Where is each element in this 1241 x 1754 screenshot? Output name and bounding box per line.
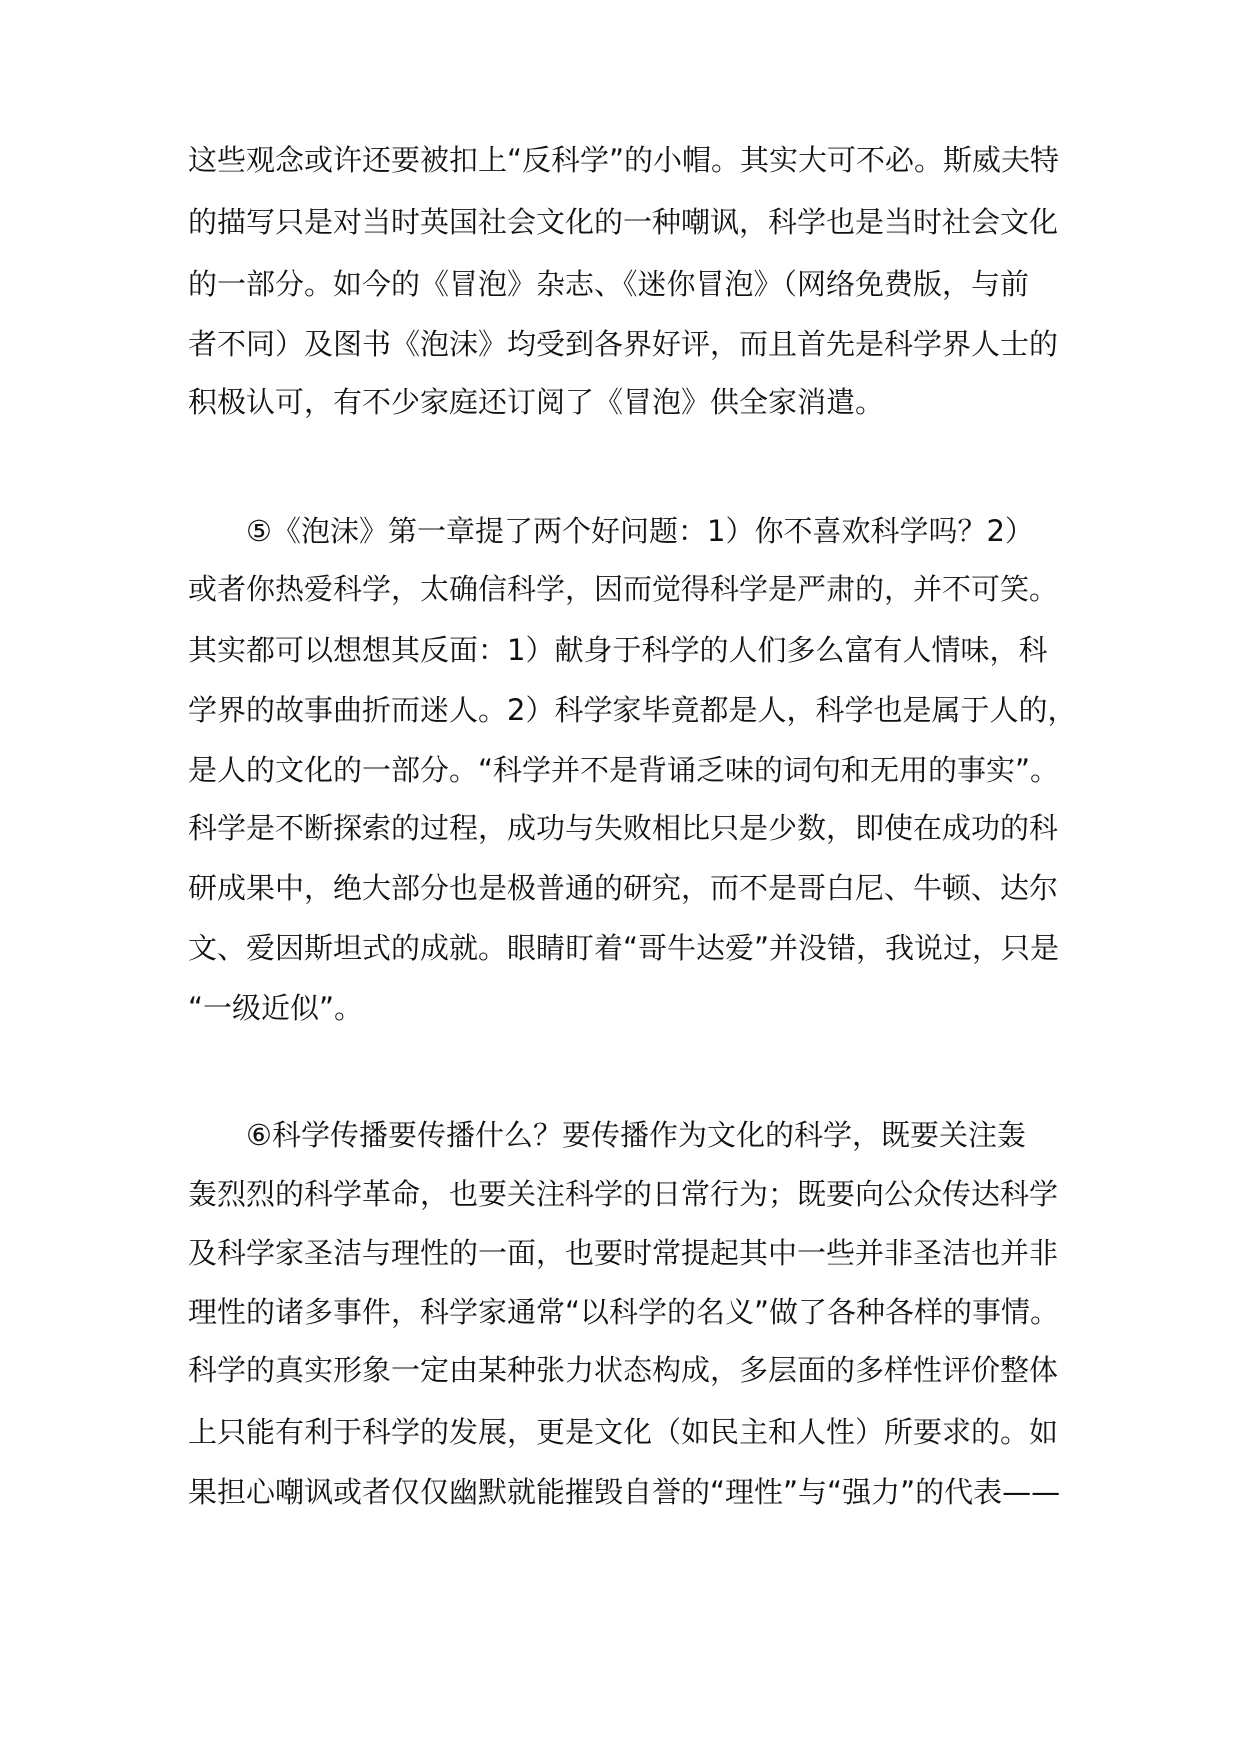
- text-line: 的一部分。如今的《冒泡》杂志、《迷你冒泡》（网络免费版，与前: [188, 267, 1030, 301]
- text-line: 研成果中，绝大部分也是极普通的研究，而不是哥白尼、牛顿、达尔: [188, 871, 1059, 905]
- text-line: 及科学家圣洁与理性的一面，也要时常提起其中一些并非圣洁也并非: [188, 1236, 1059, 1270]
- text-line: 这些观念或许还要被扣上“反科学”的小帽。其实大可不必。斯威夫特: [188, 143, 1060, 177]
- text-line: 的描写只是对当时英国社会文化的一种嘲讽，科学也是当时社会文化: [188, 205, 1059, 239]
- text-line: 科学的真实形象一定由某种张力状态构成，多层面的多样性评价整体: [188, 1353, 1059, 1387]
- text-line: 果担心嘲讽或者仅仅幽默就能摧毁自誉的“理性”与“强力”的代表——: [188, 1475, 1061, 1509]
- text-line: “一级近似”。: [188, 991, 364, 1025]
- text-line: ⑥科学传播要传播什么？要传播作为文化的科学，既要关注轰: [246, 1118, 1026, 1152]
- text-line: 积极认可，有不少家庭还订阅了《冒泡》供全家消遣。: [188, 385, 885, 419]
- text-line: 上只能有利于科学的发展，更是文化（如民主和人性）所要求的。如: [188, 1415, 1059, 1449]
- text-line: 者不同）及图书《泡沫》均受到各界好评，而且首先是科学界人士的: [188, 327, 1059, 361]
- text-line: 理性的诸多事件，科学家通常“以科学的名义”做了各种各样的事情。: [188, 1295, 1060, 1329]
- text-line: 或者你热爱科学，太确信科学，因而觉得科学是严肃的，并不可笑。: [188, 572, 1059, 606]
- text-line: 学界的故事曲折而迷人。2）科学家毕竟都是人，科学也是属于人的，: [188, 693, 1077, 727]
- text-line: 是人的文化的一部分。“科学并不是背诵乏味的词句和无用的事实”。: [188, 753, 1060, 787]
- text-line: 轰烈烈的科学革命，也要关注科学的日常行为；既要向公众传达科学: [188, 1177, 1059, 1211]
- text-line: 文、爱因斯坦式的成就。眼睛盯着“哥牛达爱”并没错，我说过，只是: [188, 931, 1060, 965]
- text-line: 其实都可以想想其反面：1）献身于科学的人们多么富有人情味，科: [188, 633, 1048, 667]
- text-line: 科学是不断探索的过程，成功与失败相比只是少数，即使在成功的科: [188, 811, 1059, 845]
- text-line: ⑤《泡沫》第一章提了两个好问题：1）你不喜欢科学吗？2）: [246, 514, 1034, 548]
